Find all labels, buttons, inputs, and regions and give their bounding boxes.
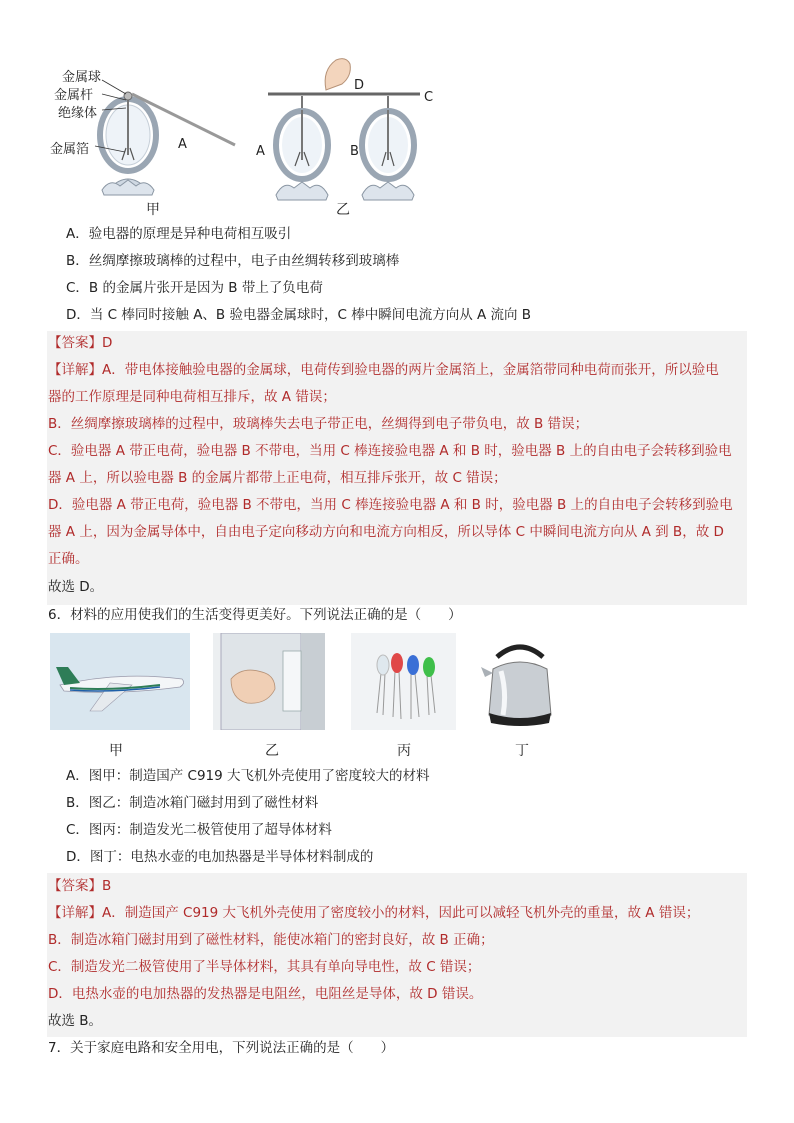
caption-yi: 乙	[336, 202, 350, 218]
q5-explain-line-8: 正确。	[48, 551, 89, 567]
label-d: D	[354, 78, 365, 93]
q5-answer	[48, 333, 112, 353]
q5-option-b: B．丝绸摩擦玻璃棒的过程中，电子由丝绸转移到玻璃棒	[66, 253, 400, 269]
label-b-yi: B	[350, 144, 359, 159]
q6-option-b: B．图乙：制造冰箱门磁封用到了磁性材料	[66, 795, 319, 811]
q6-stem: 6．材料的应用使我们的生活变得更美好。下列说法正确的是（ ）	[48, 607, 462, 623]
q6-answer-tag: 【答案】	[48, 878, 102, 894]
q6-caption-yi: 乙	[265, 743, 279, 759]
q6-caption-jia: 甲	[109, 743, 123, 759]
q5-explain-line-6: D．验电器 A 带正电荷，验电器 B 不带电，当用 C 棒连接验电器 A 和 B 时，验电器 B 上的自由电子会转移到验电	[48, 497, 733, 513]
label-a-yi: A	[256, 144, 265, 159]
q5-option-c: C．B 的金属片张开是因为 B 带上了负电荷	[66, 280, 323, 296]
q5-explain-tag: 【详解】	[48, 362, 102, 378]
q6-answer	[48, 876, 111, 896]
q6-explain-line-2: B．制造冰箱门磁封用到了磁性材料，能使冰箱门的密封良好，故 B 正确；	[48, 932, 494, 948]
electroscope-jia	[95, 80, 235, 195]
q5-explain-line-1: 【详解】A．带电体接触验电器的金属球，电荷传到验电器的两片金属箔上，金属箔带同种电荷而张开，所以验电	[48, 362, 719, 378]
q6-explain-line-4: D．电热水壶的电加热器的发热器是电阻丝，电阻丝是导体，故 D 错误。	[48, 986, 483, 1002]
q6-answer-block	[47, 873, 747, 1037]
q6-explain-tag: 【详解】	[48, 905, 102, 921]
q6-explain-line-1: 【详解】A．制造国产 C919 大飞机外壳使用了密度较小的材料，因此可以减轻飞机外壳的重量，故 A 错误；	[48, 905, 700, 921]
q6-option-a: A．图甲：制造国产 C919 大飞机外壳使用了密度较大的材料	[66, 768, 430, 784]
photo-fridge-door	[213, 633, 325, 730]
photo-kettle	[475, 633, 565, 730]
label-c: C	[424, 90, 434, 105]
q5-conclusion: 故选 D。	[48, 579, 104, 595]
q6-explain-line-3: C．制造发光二极管使用了半导体材料，其具有单向导电性，故 C 错误；	[48, 959, 481, 975]
q5-explain-line-2: 器的工作原理是同种电荷相互排斥，故 A 错误；	[48, 389, 336, 405]
q5-explain-line-3: B．丝绸摩擦玻璃棒的过程中，玻璃棒失去电子带正电，丝绸得到电子带负电，故 B 错误；	[48, 416, 589, 432]
q5-answer-tag: 【答案】	[48, 335, 102, 351]
label-metal-foil: 金属箔	[50, 142, 90, 157]
q6-conclusion: 故选 B。	[48, 1013, 103, 1029]
q5-explain-line-7: 器 A 上，因为金属导体中，自由电子定向移动方向和电流方向相反，所以导体 C 中瞬间电流方向从 A 到 B，故 D	[48, 524, 724, 540]
label-metal-rod: 金属杆	[54, 88, 94, 103]
q7-stem: 7．关于家庭电路和安全用电，下列说法正确的是（ ）	[48, 1040, 395, 1056]
q5-option-d: D．当 C 棒同时接触 A、B 验电器金属球时，C 棒中瞬间电流方向从 A 流向 B	[66, 307, 532, 323]
q6-answer-value: B	[102, 878, 112, 894]
caption-jia: 甲	[146, 202, 160, 218]
photo-airplane	[50, 633, 190, 730]
q5-explain-line-4: C．验电器 A 带正电荷，验电器 B 不带电，当用 C 棒连接验电器 A 和 B 时，验电器 B 上的自由电子会转移到验电	[48, 443, 732, 459]
label-metal-ball: 金属球	[62, 70, 102, 85]
electroscope-figure	[40, 50, 460, 225]
q6-option-c: C．图丙：制造发光二极管使用了超导体材料	[66, 822, 332, 838]
q6-option-d: D．图丁：电热水壶的电加热器是半导体材料制成的	[66, 849, 374, 865]
label-insulator: 绝缘体	[58, 106, 98, 121]
q5-explain-line-5: 器 A 上，所以验电器 B 的金属片都带上正电荷，相互排斥张开，故 C 错误；	[48, 470, 507, 486]
photo-leds	[351, 633, 456, 730]
electroscope-yi	[268, 59, 420, 200]
q6-caption-ding: 丁	[515, 743, 529, 759]
q6-caption-bing: 丙	[397, 743, 411, 759]
q5-option-a: A．验电器的原理是异种电荷相互吸引	[66, 226, 292, 242]
label-a-jia: A	[178, 137, 187, 152]
q5-answer-value: D	[102, 335, 113, 351]
